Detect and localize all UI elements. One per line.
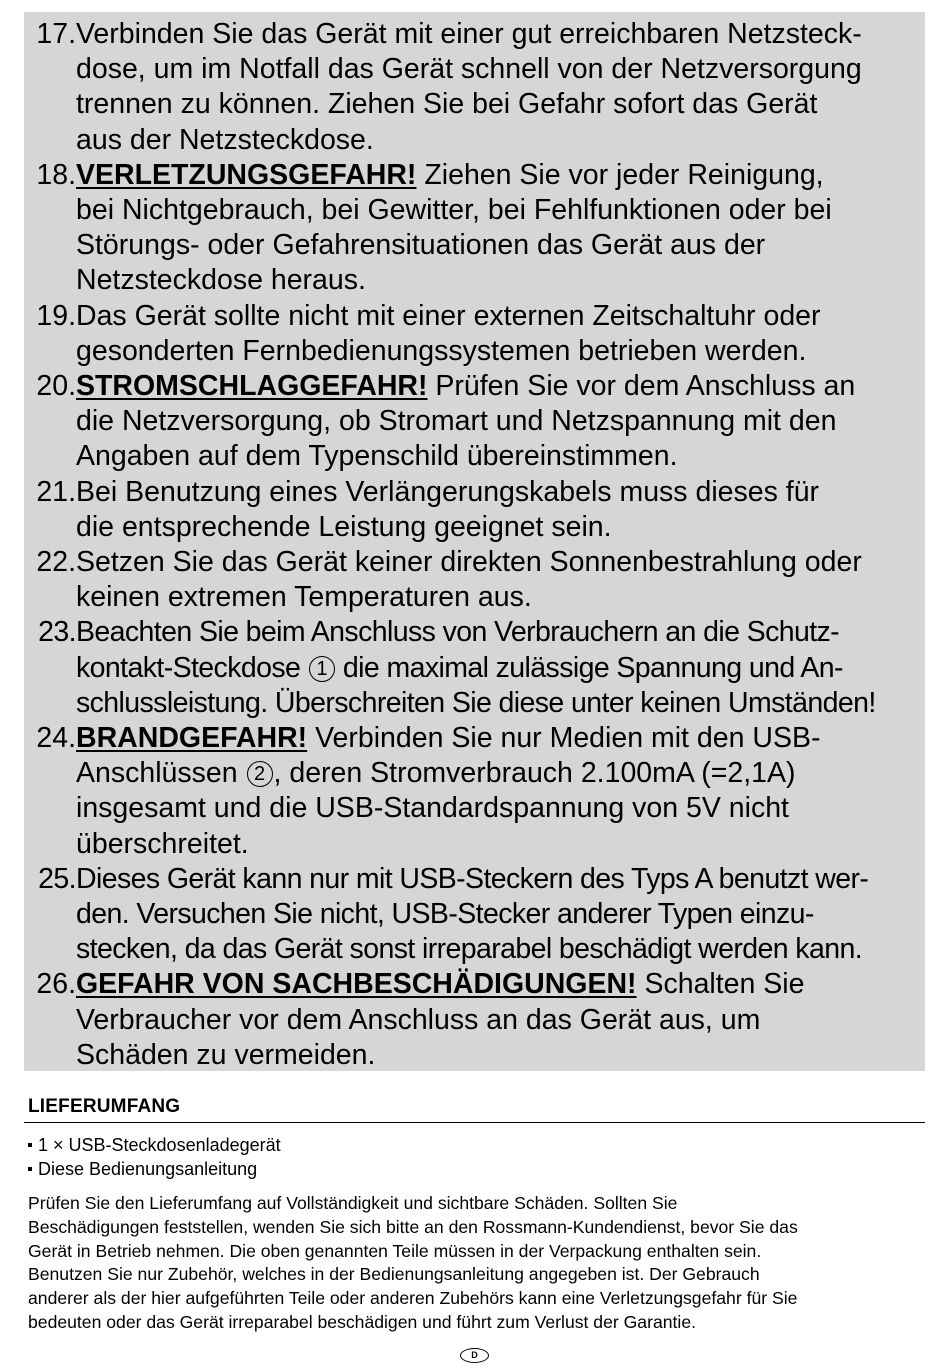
item-line: dose, um im Notfall das Gerät schnell von der Netzversorgung [76,53,862,86]
safety-item-23 [24,615,924,721]
safety-item-18 [24,158,924,299]
safety-instructions-list [24,17,924,1073]
item-number: 26. [36,968,76,1001]
item-number: 19. [36,299,76,332]
item-line: Anschlüssen [76,757,246,790]
item-line: Verbinden Sie das Gerät mit einer gut erreichbaren Netzsteck- [76,18,862,50]
warning-label: GEFAHR VON SACHBESCHÄDIGUNGEN! [76,968,637,1001]
item-line: kontakt-Steckdose [76,651,308,684]
safety-item-26 [24,967,924,1073]
item-line: Setzen Sie das Gerät keiner direkten Sonnenbestrahlung oder [76,546,862,579]
item-line: Prüfen Sie vor dem Anschluss an [427,370,856,403]
bullet-icon [28,1167,32,1171]
circled-number-marker: 2 [247,761,273,787]
item-line: Das Gerät sollte nicht mit einer externen Zeitschaltuhr oder [76,299,821,332]
safety-item-21 [24,475,924,545]
safety-item-24 [24,721,924,862]
item-line: bei Nichtgebrauch, bei Gewitter, bei Fehlfunktionen oder bei [76,194,832,227]
item-line: Beachten Sie beim Anschluss von Verbrauchern an die Schutz- [76,616,840,649]
warning-label: BRANDGEFAHR! [76,722,308,755]
item-number: 22. [36,546,76,579]
item-line: aus der Netzsteckdose. [76,123,374,156]
safety-item-20 [24,369,924,475]
bullet-icon [28,1143,32,1147]
item-line: die Netzversorgung, ob Stromart und Netzspannung mit den [76,405,837,438]
paragraph-line: Prüfen Sie den Lieferumfang auf Vollständigkeit und sichtbare Schäden. Sollten Sie [28,1193,678,1213]
delivery-list [28,1134,281,1181]
item-line: stecken, da das Gerät sonst irreparabel beschädigt werden kann. [76,933,863,966]
item-number: 25. [38,862,76,895]
list-item [28,1134,281,1158]
delivery-paragraph [28,1192,928,1335]
item-number: 24. [36,722,76,755]
section-title-lieferumfang: LIEFERUMFANG [28,1096,181,1117]
item-line: Netzsteckdose heraus. [76,264,366,297]
circled-number-marker: 1 [309,656,335,682]
language-marker: D [460,1348,489,1363]
item-line: , deren Stromverbrauch 2.100mA (=2,1A) [273,757,796,790]
paragraph-line: Gerät in Betrieb nehmen. Die oben genannten Teile müssen in der Verpackung enthalten sein. [28,1240,762,1261]
item-number: 21. [36,475,76,508]
item-line: Verbraucher vor dem Anschluss an das Gerät aus, um [76,1003,761,1036]
item-line: Schalten Sie [636,968,805,1001]
item-line: Dieses Gerät kann nur mit USB-Steckern des Typs A benutzt wer- [76,862,869,895]
item-line: schlussleistung. Überschreiten Sie diese unter keinen Umständen! [76,686,876,719]
item-line: die entsprechende Leistung geeignet sein. [76,510,612,543]
paragraph-line: bedeuten oder das Gerät irreparabel beschädigen und führt zum Verlust der Garantie. [28,1311,696,1332]
item-line: Verbinden Sie nur Medien mit den USB- [307,722,821,755]
warning-label: VERLETZUNGSGEFAHR! [76,158,417,191]
safety-item-19 [24,299,924,369]
safety-item-17 [24,17,924,158]
item-number: 17. [36,18,76,50]
item-number: 23. [38,616,76,649]
item-line: Schäden zu vermeiden. [76,1038,376,1071]
item-line: überschreitet. [76,827,249,860]
item-line: Bei Benutzung eines Verlängerungskabels muss dieses für [76,475,820,508]
item-line: Ziehen Sie vor jeder Reinigung, [416,158,824,191]
item-line: den. Versuchen Sie nicht, USB-Stecker anderer Typen einzu- [76,898,814,931]
item-line: keinen extremen Temperaturen aus. [76,581,532,614]
item-line: trennen zu können. Ziehen Sie bei Gefahr sofort das Gerät [76,88,818,121]
section-divider [24,1122,925,1123]
list-item-text: 1 × USB-Steckdosenladegerät [38,1135,281,1155]
item-line: Angaben auf dem Typenschild übereinstimmen. [76,440,678,473]
paragraph-line: anderer als der hier aufgeführten Teile oder anderen Zubehörs kann eine Verletzungsgefahr für Sie [28,1288,798,1309]
item-number: 18. [36,158,76,191]
list-item [28,1158,281,1182]
paragraph-line: Benutzen Sie nur Zubehör, welches in der Bedienungsanleitung angegeben ist. Der Gebrauch [28,1264,760,1285]
paragraph-line: Beschädigungen feststellen, wenden Sie sich bitte an den Rossmann-Kundendienst, bevor Sie das [28,1216,798,1237]
warning-label: STROMSCHLAGGEFAHR! [76,370,428,403]
item-line: Störungs- oder Gefahrensituationen das Gerät aus der [76,229,766,262]
item-line: gesonderten Fernbedienungssystemen betrieben werden. [76,334,807,367]
safety-item-22 [24,545,924,615]
item-line: die maximal zulässige Spannung und An- [335,651,843,684]
safety-item-25 [24,862,924,968]
item-line: insgesamt und die USB-Standardspannung von 5V nicht [76,792,789,825]
list-item-text: Diese Bedienungsanleitung [38,1158,258,1179]
item-number: 20. [36,370,76,403]
